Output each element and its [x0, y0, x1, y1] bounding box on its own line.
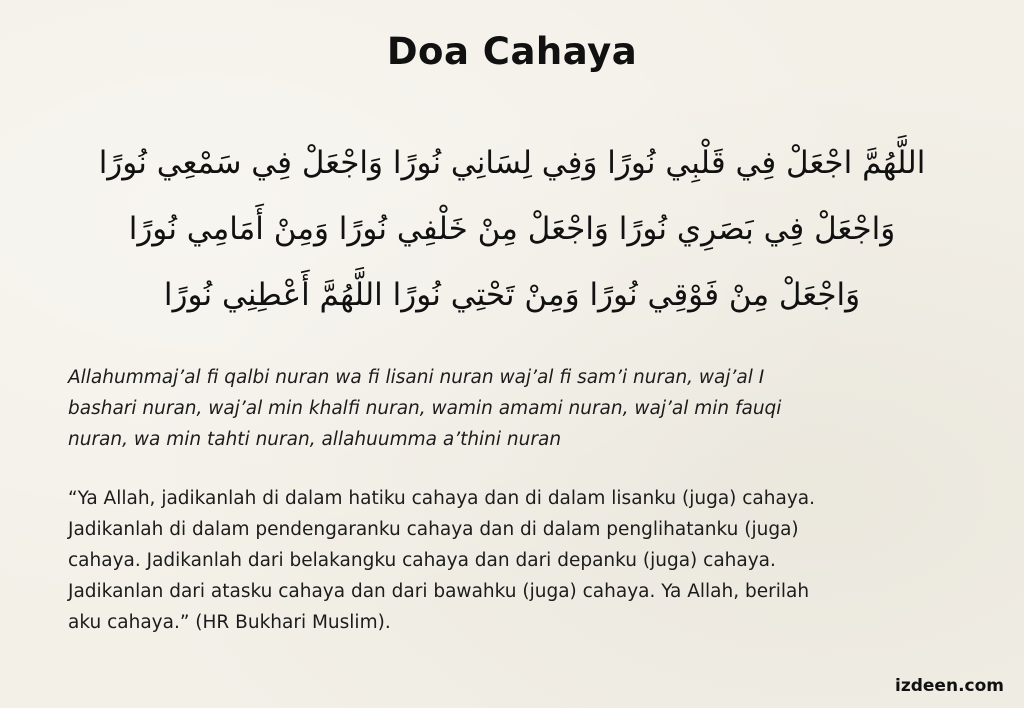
translation-line-4: Jadikanlan dari atasku cahaya dan dari bawahku (juga) cahaya. Ya Allah, berilah — [68, 581, 810, 602]
transliteration-paragraph — [68, 362, 968, 455]
transliteration-line-1: Allahummaj’al fi qalbi nuran wa fi lisani nuran waj’al fi sam’i nuran, waj’al I — [68, 367, 765, 388]
page-title: Doa Cahaya — [386, 30, 638, 73]
translation-line-2: Jadikanlah di dalam pendengaranku cahaya dan di dalam penglihatanku (juga) — [68, 519, 799, 540]
translation-paragraph — [68, 483, 988, 638]
arabic-line-2: وَاجْعَلْ فِي بَصَرِي نُورًا وَاجْعَلْ مِنْ خَلْفِي نُورًا وَمِنْ أَمَامِي نُورًا — [128, 211, 896, 247]
transliteration-line-3: nuran, wa min tahti nuran, allahuumma a’thini nuran — [68, 429, 562, 450]
arabic-line-3: وَاجْعَلْ مِنْ فَوْقِي نُورًا وَمِنْ تَحْتِي نُورًا اللَّهُمَّ أَعْطِنِي نُورًا — [163, 277, 861, 313]
site-watermark: izdeen.com — [895, 676, 1004, 696]
arabic-prayer-text — [60, 130, 964, 328]
arabic-line-1: اللَّهُمَّ اجْعَلْ فِي قَلْبِي نُورًا وَفِي لِسَانِي نُورًا وَاجْعَلْ فِي سَمْعِي نُورًا — [98, 145, 926, 181]
translation-line-1: “Ya Allah, jadikanlah di dalam hatiku cahaya dan di dalam lisanku (juga) cahaya. — [68, 488, 816, 509]
translation-line-5: aku cahaya.” (HR Bukhari Muslim). — [68, 612, 391, 633]
translation-line-3: cahaya. Jadikanlah dari belakangku cahaya dan dari depanku (juga) cahaya. — [68, 550, 776, 571]
transliteration-line-2: bashari nuran, waj’al min khalfi nuran, wamin amami nuran, waj’al min fauqi — [68, 398, 782, 419]
